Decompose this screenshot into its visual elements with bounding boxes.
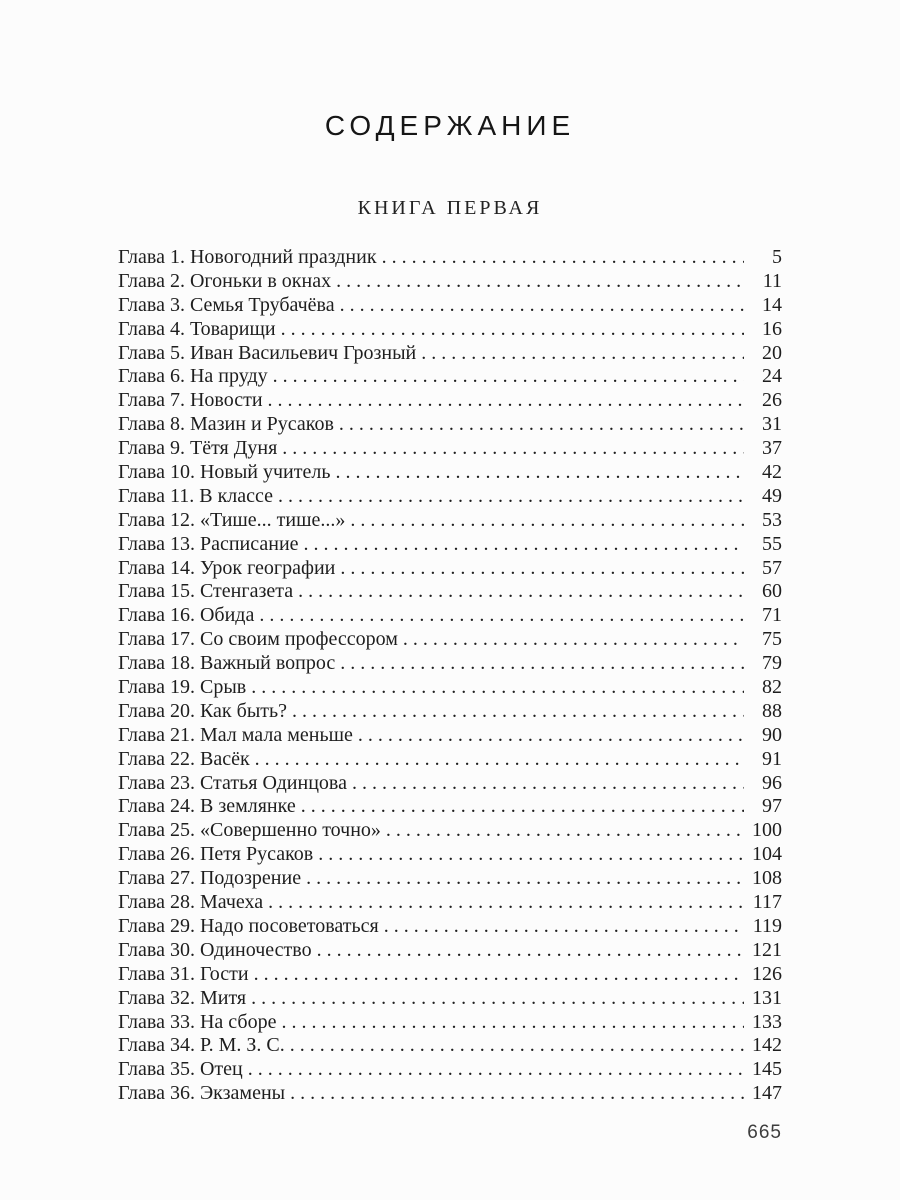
toc-entry-label: Глава 25. «Совершенно точно» bbox=[118, 819, 381, 842]
toc-entry-page: 96 bbox=[762, 771, 782, 794]
toc-entry bbox=[118, 652, 782, 676]
toc-entry-label: Глава 1. Новогодний праздник bbox=[118, 246, 377, 268]
toc-entry-page: 104 bbox=[752, 843, 782, 866]
book-section-heading: КНИГА ПЕРВАЯ bbox=[357, 197, 543, 219]
toc-entry-label: Глава 10. Новый учитель bbox=[118, 461, 331, 484]
toc-entry-label: Глава 22. Васёк bbox=[118, 747, 250, 770]
page-number-folio: 665 bbox=[747, 1122, 782, 1143]
dot-leader bbox=[251, 676, 744, 700]
dot-leader bbox=[251, 987, 744, 1011]
dot-leader bbox=[317, 939, 744, 963]
dot-leader bbox=[340, 294, 744, 318]
toc-entry-page: 55 bbox=[762, 532, 782, 555]
toc-entry-page: 121 bbox=[752, 938, 782, 961]
toc-entry bbox=[118, 533, 782, 557]
toc-entry bbox=[118, 270, 782, 294]
toc-entry-label: Глава 19. Срыв bbox=[118, 676, 247, 699]
toc-entry-page: 142 bbox=[752, 1034, 782, 1057]
toc-entry-page: 79 bbox=[762, 652, 782, 675]
toc-entry-page: 82 bbox=[762, 676, 782, 699]
toc-entry-label: Глава 17. Со своим профессором bbox=[118, 628, 398, 651]
toc-entry bbox=[118, 1058, 782, 1082]
toc-entry-page: 11 bbox=[762, 269, 782, 292]
toc-entry-page: 88 bbox=[762, 699, 782, 722]
dot-leader bbox=[301, 795, 744, 819]
toc-entry bbox=[118, 1034, 782, 1058]
toc-entry-label: Глава 8. Мазин и Русаков bbox=[118, 413, 334, 436]
toc-entry-page: 97 bbox=[762, 795, 782, 818]
dot-leader bbox=[268, 891, 744, 915]
dot-leader bbox=[358, 724, 744, 748]
dot-leader bbox=[336, 270, 744, 294]
toc-entry bbox=[118, 748, 782, 772]
toc-entry bbox=[118, 700, 782, 724]
toc-entry-page: 131 bbox=[752, 986, 782, 1009]
toc-entry bbox=[118, 628, 782, 652]
dot-leader bbox=[304, 533, 744, 557]
toc-entry bbox=[118, 318, 782, 342]
toc-entry-label: Глава 14. Урок географии bbox=[118, 556, 336, 579]
dot-leader bbox=[259, 604, 744, 628]
toc-entry bbox=[118, 485, 782, 509]
dot-leader bbox=[386, 819, 744, 843]
dot-leader bbox=[282, 437, 744, 461]
toc-entry bbox=[118, 939, 782, 963]
toc-entry bbox=[118, 342, 782, 366]
dot-leader bbox=[254, 963, 744, 987]
toc-entry-label: Глава 16. Обида bbox=[118, 604, 255, 627]
dot-leader bbox=[350, 509, 744, 533]
dot-leader bbox=[306, 867, 744, 891]
page-title: СОДЕРЖАНИЕ bbox=[324, 110, 576, 141]
toc-entry-label: Глава 9. Тётя Дуня bbox=[118, 437, 278, 460]
toc-entry bbox=[118, 891, 782, 915]
toc-entry-page: 75 bbox=[762, 628, 782, 651]
dot-leader bbox=[273, 365, 744, 389]
toc-entry bbox=[118, 461, 782, 485]
toc-entry-label: Глава 32. Митя bbox=[118, 986, 247, 1009]
toc-entry-page: 53 bbox=[762, 508, 782, 531]
toc-entry bbox=[118, 580, 782, 604]
toc-entry bbox=[118, 246, 782, 270]
toc-entry bbox=[118, 843, 782, 867]
toc-entry-page: 24 bbox=[762, 365, 782, 388]
toc-entry-label: Глава 31. Гости bbox=[118, 962, 249, 985]
toc-entry-label: Глава 15. Стенгазета bbox=[118, 580, 294, 603]
toc-entry-page: 133 bbox=[752, 1010, 782, 1033]
toc-entry bbox=[118, 724, 782, 748]
toc-entry bbox=[118, 676, 782, 700]
dot-leader bbox=[384, 915, 744, 939]
toc-entry bbox=[118, 987, 782, 1011]
toc-entry-page: 117 bbox=[752, 891, 782, 914]
dot-leader bbox=[278, 485, 744, 509]
toc-entry bbox=[118, 915, 782, 939]
toc-entry-page: 26 bbox=[762, 389, 782, 412]
toc-entry bbox=[118, 772, 782, 796]
toc-entry bbox=[118, 389, 782, 413]
dot-leader bbox=[298, 580, 744, 604]
toc-entry-label: Глава 12. «Тише... тише...» bbox=[118, 508, 346, 531]
toc-entry bbox=[118, 437, 782, 461]
toc-entry bbox=[118, 413, 782, 437]
toc-entry-page: 37 bbox=[762, 437, 782, 460]
toc-entry bbox=[118, 604, 782, 628]
toc-entry-label: Глава 27. Подозрение bbox=[118, 867, 302, 890]
toc-entry bbox=[118, 795, 782, 819]
toc-entry-label: Глава 23. Статья Одинцова bbox=[118, 771, 347, 794]
dot-leader bbox=[340, 557, 744, 581]
toc-list bbox=[118, 246, 782, 1106]
dot-leader bbox=[339, 413, 744, 437]
toc-entry-page: 42 bbox=[762, 461, 782, 484]
toc-entry-page: 90 bbox=[762, 723, 782, 746]
toc-entry-page: 5 bbox=[772, 246, 782, 268]
toc-entry-page: 126 bbox=[752, 962, 782, 985]
dot-leader bbox=[248, 1058, 744, 1082]
toc-entry-label: Глава 3. Семья Трубачёва bbox=[118, 293, 335, 316]
toc-entry-label: Глава 24. В землянке bbox=[118, 795, 296, 818]
toc-entry bbox=[118, 365, 782, 389]
dot-leader bbox=[290, 1082, 744, 1106]
dot-leader bbox=[382, 246, 744, 270]
dot-leader bbox=[340, 652, 744, 676]
toc-entry-label: Глава 4. Товарищи bbox=[118, 317, 276, 340]
toc-entry-page: 16 bbox=[762, 317, 782, 340]
toc-entry-page: 20 bbox=[762, 341, 782, 364]
toc-entry-page: 71 bbox=[762, 604, 782, 627]
toc-entry bbox=[118, 1011, 782, 1035]
toc-entry-page: 14 bbox=[762, 293, 782, 316]
toc-entry-label: Глава 34. Р. М. З. С. bbox=[118, 1034, 285, 1057]
toc-entry-page: 100 bbox=[752, 819, 782, 842]
dot-leader bbox=[292, 700, 744, 724]
dot-leader bbox=[281, 1011, 744, 1035]
toc-entry-page: 60 bbox=[762, 580, 782, 603]
dot-leader bbox=[403, 628, 744, 652]
toc-entry-label: Глава 35. Отец bbox=[118, 1058, 243, 1081]
toc-entry-label: Глава 33. На сборе bbox=[118, 1010, 277, 1033]
toc-entry-label: Глава 28. Мачеха bbox=[118, 891, 264, 914]
toc-entry bbox=[118, 867, 782, 891]
toc-entry-label: Глава 21. Мал мала меньше bbox=[118, 723, 353, 746]
toc-entry-label: Глава 13. Расписание bbox=[118, 532, 299, 555]
toc-entry-label: Глава 18. Важный вопрос bbox=[118, 652, 336, 675]
toc-entry bbox=[118, 1082, 782, 1106]
toc-entry-page: 119 bbox=[752, 914, 782, 937]
dot-leader bbox=[268, 389, 744, 413]
dot-leader bbox=[421, 342, 744, 366]
toc-entry bbox=[118, 963, 782, 987]
toc-entry bbox=[118, 819, 782, 843]
toc-entry-page: 145 bbox=[752, 1058, 782, 1081]
toc-entry-label: Глава 11. В классе bbox=[118, 484, 274, 507]
toc-entry-label: Глава 36. Экзамены bbox=[118, 1082, 286, 1105]
dot-leader bbox=[335, 461, 744, 485]
dot-leader bbox=[290, 1034, 744, 1058]
toc-entry-label: Глава 26. Петя Русаков bbox=[118, 843, 314, 866]
toc-entry-label: Глава 7. Новости bbox=[118, 389, 263, 412]
toc-entry-label: Глава 2. Огоньки в окнах bbox=[118, 269, 332, 292]
toc-entry-label: Глава 20. Как быть? bbox=[118, 699, 287, 722]
toc-entry-page: 108 bbox=[752, 867, 782, 890]
toc-entry-page: 91 bbox=[762, 747, 782, 770]
toc-entry-label: Глава 5. Иван Васильевич Грозный bbox=[118, 341, 417, 364]
dot-leader bbox=[281, 318, 744, 342]
toc-entry-label: Глава 29. Надо посоветоваться bbox=[118, 914, 379, 937]
toc-entry bbox=[118, 509, 782, 533]
dot-leader bbox=[255, 748, 744, 772]
toc-entry bbox=[118, 294, 782, 318]
toc-entry-label: Глава 30. Одиночество bbox=[118, 938, 312, 961]
toc-entry-page: 31 bbox=[762, 413, 782, 436]
dot-leader bbox=[318, 843, 744, 867]
dot-leader bbox=[352, 772, 744, 796]
toc-entry bbox=[118, 557, 782, 581]
toc-entry-label: Глава 6. На пруду bbox=[118, 365, 268, 388]
toc-entry-page: 49 bbox=[762, 484, 782, 507]
toc-entry-page: 147 bbox=[752, 1082, 782, 1105]
toc-entry-page: 57 bbox=[762, 556, 782, 579]
